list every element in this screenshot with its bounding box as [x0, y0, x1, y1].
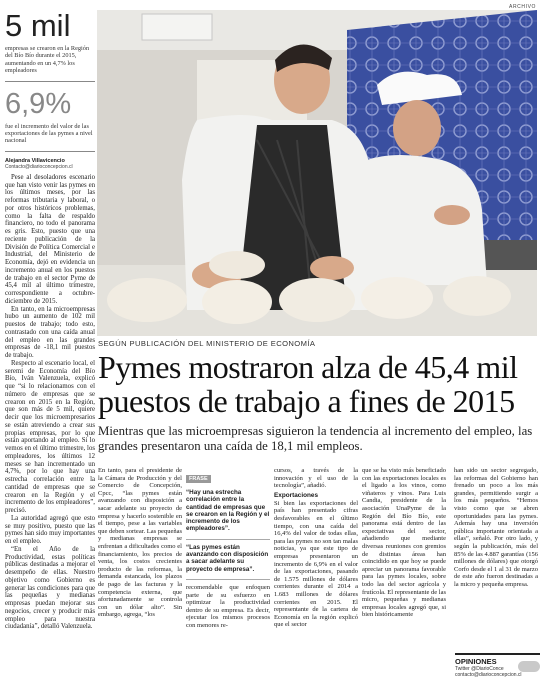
- stat-companies-text: empresas se crearon en la Región del Bío Bío durante el 2015, aumentando en un 4,7% los empleadores: [5, 45, 90, 75]
- paragraph: La autoridad agregó que esto se muy positivo, puesto que las pymes han sido muy importantes en el empleo.: [5, 514, 95, 546]
- subhead-exportaciones: Exportaciones: [274, 491, 319, 499]
- bakers-photo: [97, 10, 537, 336]
- contact-email[interactable]: contacto@diarioconcepcion.cl: [455, 672, 522, 678]
- speech-bubble-icon: [518, 661, 540, 672]
- article-deck: Mientras que las microempresas siguieron la tendencia al incremento del empleo, las grandes presentaron una caída de 18,1 mil empleos.: [98, 424, 533, 453]
- author-email[interactable]: Contacto@diarioconcepcion.cl: [5, 163, 73, 170]
- stat-companies-number: 5 mil: [5, 8, 71, 43]
- pull-quote: “Hay una estrecha correlación entre la cantidad de empresas que se crearon en la Región y el incremento de los empleadores”.: [186, 489, 270, 533]
- article-headline: Pymes mostraron alza de 45,4 mil puestos de trabajo a fines de 2015: [98, 349, 518, 419]
- pull-quote: “Las pymes están avanzando con disposición a sacar adelante su proyecto de empresa”.: [186, 543, 269, 573]
- bakers-illustration: [97, 10, 537, 336]
- stat-exports-number: 6,9%: [5, 87, 72, 120]
- column-5: [454, 467, 538, 639]
- paragraph: Pese al desoladores escenario que han visto venir las pymes en los últimos meses, por las reformas tributaria y laboral, o por otros históricos problemas, como la falta de respaldo financiero, no todo el panorama es gris. Esto, puesto que una reciente publicación de la División de Política Comercial e Industrial, del Ministerio de Economía, dejó en evidencia un incremento anual en los puestos de trabajo en el sector Pyme de 45,4 mil al último trimestre, correspondiente a octubre-diciembre de 2015.: [5, 173, 95, 305]
- divider: [186, 579, 270, 580]
- paragraph: En tanto, en la microempresas hubo un aumento de 102 mil puestos de trabajo; todo esto, contrastado con una caída anual del empleo en las grandes empresas de -18,1 mil puestos de trabajo.: [5, 305, 95, 360]
- paragraph: han sido un sector segregado, las reformas del Gobierno han frenado un poco a los más grandes, permitiendo surgir a los más pequeños. “Hemos visto como que se abren oportunidades para las pymes. Además hay una inversión pública importante orientada a ellas”, señaló. Por otro lado, y según la publicación, más del 85% de las 4.887 garantías (156 millones de dólares) que otorgó Corfo desde el 1 al 31 de marzo de este año fueron destinadas a la micro y pequeña empresa.: [454, 467, 538, 588]
- column-3: [274, 467, 358, 680]
- photo-credit: ARCHIVO: [509, 4, 536, 10]
- divider: [5, 151, 95, 152]
- quote-column: [186, 467, 270, 630]
- divider: [186, 539, 270, 540]
- author-byline: Alejandra Villavicencio: [5, 157, 65, 164]
- paragraph: Si bien las exportaciones del país han presentado cifras desfavorables en el último tiempo, con una caída del 16,4% del valor de todas ellas, para las pymes no son tan malas noticias, ya que este tipo de empresas presentaron un incremento de 6,9% en el valor de las exportaciones, pasando de 1.575 millones de dólares corrientes durante el 2014 a 1.683 millones de dólares corrientes en 2015. El representante de la cartera de Economía en la región explicó que el sector: [274, 499, 358, 629]
- paragraph: recomendable que enfoquen parte de su esfuerzo en optimizar la productividad dentro de su empresa. Es decir, ejecutar los mismos procesos con menores re-: [186, 583, 270, 629]
- left-sidebar: [5, 10, 95, 631]
- paragraph: cursos, a través de la innovación y el uso de la tecnología”, añadió.: [274, 467, 358, 490]
- paragraph: “En el Año de la Productividad, estas políticas públicas destinadas a mejorar el desempeño de ellas. Nuestro objetivo como Gobierno es generar las condiciones para que las pequeñas y medianas empresas puedan mejorar sus negocios, crecer y producir más empleo para nuestra ciudadanía”, detalló Valenzuela.: [5, 545, 95, 631]
- paragraph: Respecto al escenario local, el seremi de Economía del Bío Bío, Iván Valenzuela, explicó que “si lo relacionamos con el número de empresas que se crearon en 2015 en la Región, que son más de 5 mil, quiere decir que los microempresarios se están atreviendo a crear sus propias empresas, por lo que están aportando al empleo. Si lo vemos en el último trimestre, los empleadores, los últimos 12 meses se han incrementado un 4,7%, por lo que hay una estrecha correlación entre la cantidad de empresas que se crearon en la Región y el incremento de los empleadores”, precisó.: [5, 359, 95, 515]
- paragraph: que se ha visto más beneficiado con las exportaciones locales es el ligado a los vinos, como viñateros y vinos. Para Luis Candia, presidente de la asociación UnaPyme de la Región del Bío Bío, este panorama está dentro de las expectativas del sector, añadiendo que mediante diversas reuniones con gremios de distintas áreas han coincidido en que hoy se puede apreciar un panorama favorable para las pymes locales, sobre todo las del sector agrícola y frutícola. El representante de las micro, pequeñas y medianas empresas locales agregó que, si bien históricamente: [362, 467, 446, 619]
- opinions-title: OPINIONES: [455, 657, 497, 666]
- opinions-box: [455, 653, 540, 678]
- twitter-handle[interactable]: Twitter @DiarioConce: [455, 666, 504, 672]
- stat-exports-text: fue el incremento del valor de las exportaciones de las pymes a nivel nacional: [5, 122, 93, 145]
- column-4: [362, 467, 446, 680]
- frase-label: FRASE: [186, 475, 211, 483]
- paragraph: En tanto, para el presidente de la Cámara de Producción y del Comercio de Concepción, Cpcc, “las pymes están avanzando con disposición a sacar adelante su proyecto de empresa y hacerlo sostenible en el tiempo, pese a las variables que deben sortear. Las pequeñas y medianas empresas se enfrentan a dificultades como el financiamiento, los precios de venta, los costos crecientes producto de las reformas, la demanda estancada, los plazos de pago de las facturas y la competencia externa, que afortunadamente se controla con un dólar alto”. Sin embargo, agrega, “los: [98, 467, 182, 619]
- article-kicker: SEGÚN PUBLICACIÓN DEL MINISTERIO DE ECONOMÍA: [98, 339, 316, 348]
- divider: [5, 81, 95, 82]
- sidebar-body: [5, 174, 95, 631]
- article-body: [98, 467, 538, 680]
- column-1: [98, 467, 182, 680]
